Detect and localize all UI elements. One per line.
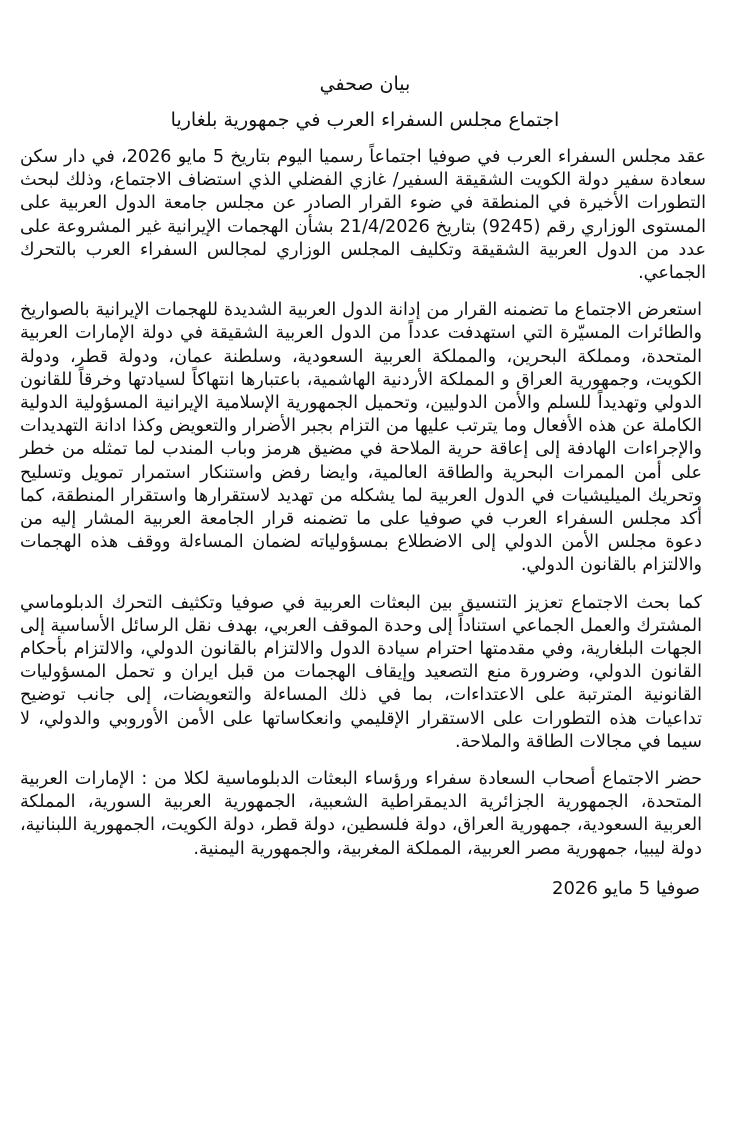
press-statement xyxy=(20,70,710,1135)
paragraph-attendees: حضر الاجتماع أصحاب السعادة سفراء ورؤساء البعثات الدبلوماسية لكلا من : الإمارات العربية المتحدة، الجمهورية الجزائرية الديمقراطية الشعبية، الجمهورية العربية السورية، المملكة العربية السعودية، جمهورية العراق، دولة فلسطين، دولة قطر، دولة الكويت، الجمهورية اللبنانية، دولة ليبيا، جمهورية مصر العربية، المملكة المغربية، والجمهورية اليمنية. xyxy=(20,769,702,859)
document-title: بيان صحفي xyxy=(319,73,411,95)
paragraph-meeting-intro: عقد مجلس السفراء العرب في صوفيا اجتماعاً رسميا اليوم بتاريخ 5 مايو 2026، في دار سكن سعادة سفير دولة الكويت الشقيقة السفير/ غازي الفضلي الذي استضاف الاجتماع، وذلك لبحث التطورات الأخيرة في المنطقة في ضوء القرار الصادر عن مجلس جامعة الدول العربية على المستوى الوزاري رقم (9245) بتاريخ 21/4/2026 بشأن الهجمات الإيرانية غير المشروعة على عدد من الدول العربية الشقيقة وتكليف المجلس الوزاري لمجالس السفراء العرب بالتحرك الجماعي. xyxy=(20,147,707,284)
paragraph-coordination: كما بحث الاجتماع تعزيز التنسيق بين البعثات العربية في صوفيا وتكثيف التحرك الدبلوماسي المشترك والعمل الجماعي استناداً إلى وحدة الموقف العربي، بهدف نقل الرسائل الأساسية إلى الجهات البلغارية، وفي مقدمتها احترام سيادة الدول والالتزام بالقانون الدولي، والالتزام بأحكام القانون الدولي، وضرورة منع التصعيد وإيقاف الهجمات من قبل ايران و تحمل المسؤوليات القانونية المترتبة على الاعتداءات، بما في ذلك المساءلة والتعويضات، إلى جانب توضيح تداعيات هذه التطورات على الاستقرار الإقليمي وانعكاساتها على الأمن الأوروبي والدولي، لا سيما في مجالات الطاقة والملاحة. xyxy=(20,592,702,752)
dateline: صوفيا 5 مايو 2026 xyxy=(552,877,700,899)
paragraph-condemnation: استعرض الاجتماع ما تضمنه القرار من إدانة الدول العربية الشديدة للهجمات الإيرانية بالصواريخ والطائرات المسيّرة التي استهدفت عدداً من الدول العربية الشقيقة في دولة الإمارات العربية المتحدة، ومملكة البحرين، والمملكة العربية السعودية، وسلطنة عمان، ودولة قطر، ودولة الكويت، وجمهورية العراق و المملكة الأردنية الهاشمية، باعتبارها انتهاكاً لسيادتها وخرقاً للقانون الدولي وتهديداً للسلم والأمن الدوليين، وتحميل الجمهورية الإسلامية الإيرانية المسؤولية الدولية الكاملة عن هذه الأفعال وما يترتب عليها من التزام بجبر الأضرار والتعويض وكذا ادانة التهديدات والإجراءات الهادفة إلى إعاقة حرية الملاحة في مضيق هرمز وباب المندب لما تمثله من خطر على أمن الممرات البحرية والطاقة العالمية، وايضا رفض واستنكار استمرار تمويل وتسليح وتحريك الميليشيات في الدول العربية لما يشكله من تهديد لاستقرارها واستقرار المنطقة، كما أكد مجلس السفراء العرب في صوفيا على ما تضمنه قرار الجامعة العربية المشار إليه من دعوة مجلس الأمن الدولي إلى الاضطلاع بمسؤولياته لضمان المساءلة ووقف هذه الهجمات والالتزام بالقانون الدولي. xyxy=(20,300,702,576)
document-subtitle: اجتماع مجلس السفراء العرب في جمهورية بلغاريا xyxy=(170,109,560,131)
